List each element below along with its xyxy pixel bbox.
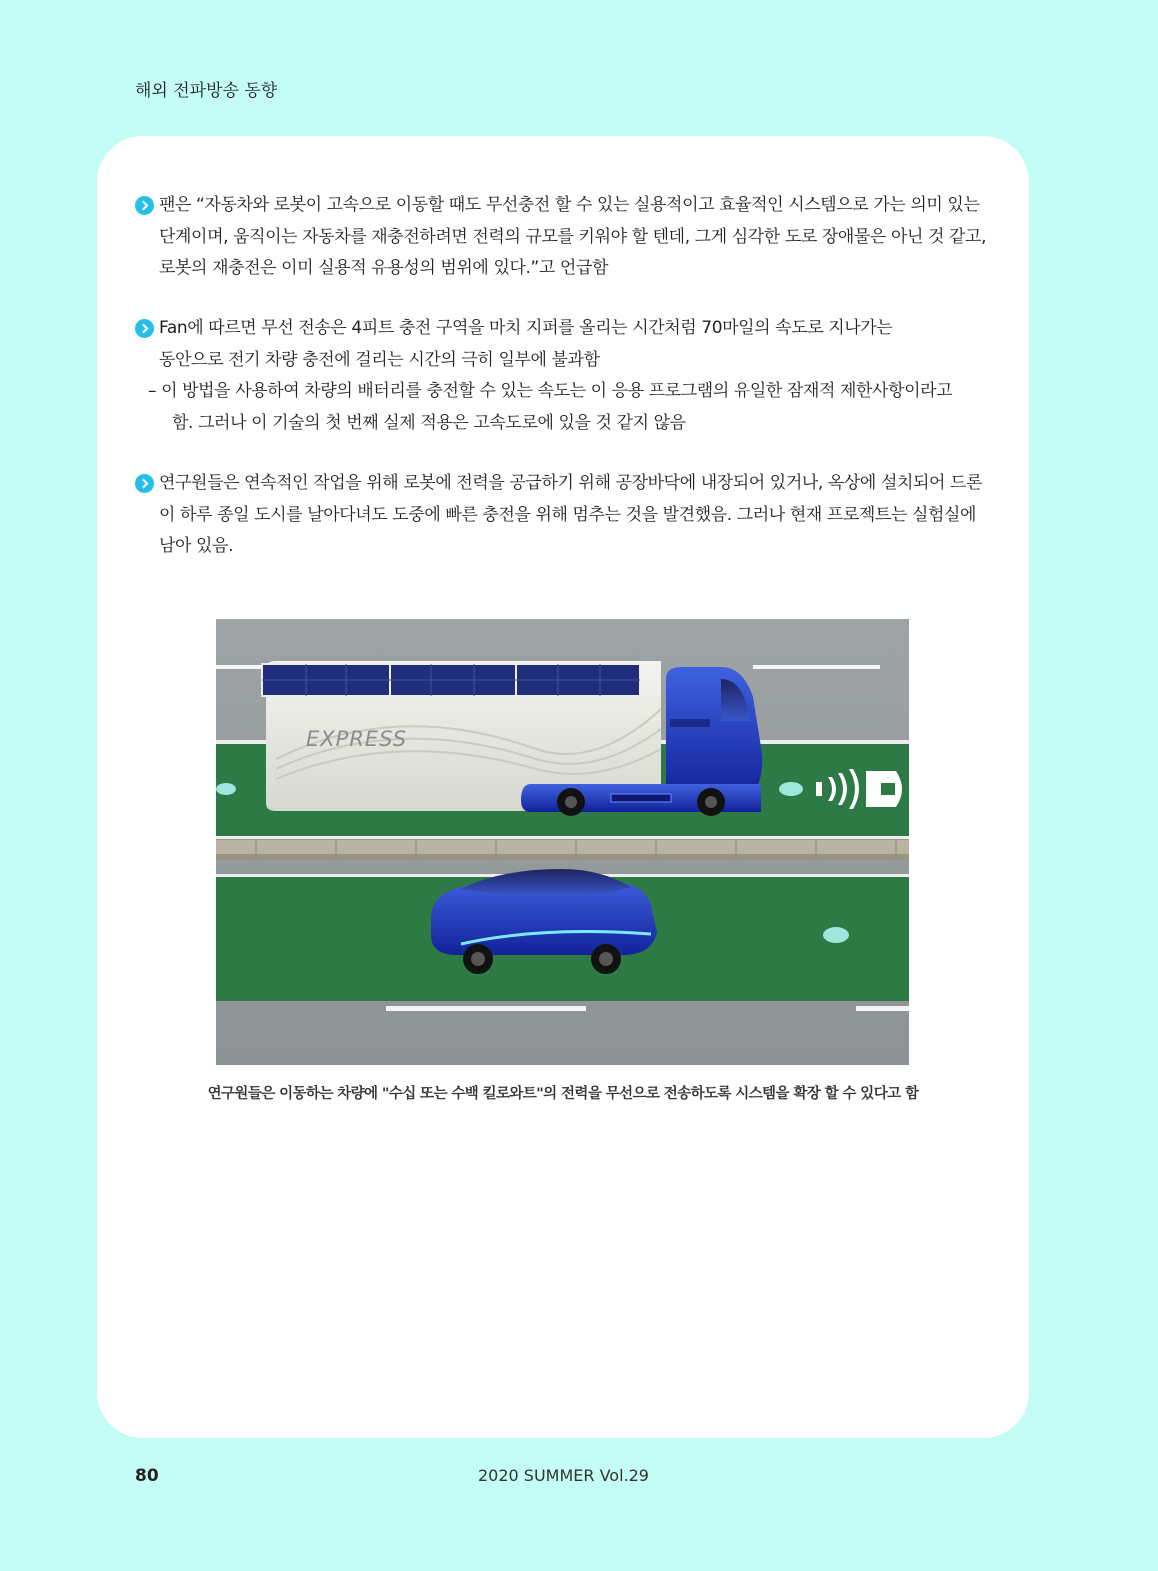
- bullet-line: 단계이며, 움직이는 자동차를 재충전하려면 전력의 규모를 키워야 할 텐데, 그게 심각한 도로 장애물은 아닌 것 같고,: [159, 226, 987, 247]
- sub-note-line: 함. 그러나 이 기술의 첫 번째 실제 적용은 고속도로에 있을 것 같지 않음: [172, 412, 686, 433]
- wireless-charging-road-illustration: [216, 619, 909, 1065]
- bullet-line: 연구원들은 연속적인 작업을 위해 로봇에 전력을 공급하기 위해 공장바닥에 내장되어 있거나, 옥상에 설치되어 드론: [159, 473, 983, 493]
- bullet-line: 팬은 “자동차와 로봇이 고속으로 이동할 때도 무선충전 할 수 있는 실용적이고 효율적인 시스템으로 가는 의미 있는: [159, 195, 980, 215]
- issue-label: 2020 SUMMER Vol.29: [478, 1466, 649, 1485]
- sub-note: [148, 376, 998, 439]
- sub-note-line: – 이 방법을 사용하여 차량의 배터리를 충전할 수 있는 속도는 이 응용 프로그램의 유일한 잠재적 제한사항이라고: [148, 381, 953, 401]
- truck-express-label: EXPRESS: [306, 727, 408, 751]
- bullet-line: Fan에 따르면 무선 전송은 4피트 충전 구역을 마치 지퍼를 올리는 시간처럼 70마일의 속도로 지나가는: [159, 318, 893, 338]
- chevron-right-icon: [135, 319, 154, 338]
- page-number: 80: [135, 1466, 159, 1486]
- figure-caption: 연구원들은 이동하는 차량에 "수십 또는 수백 킬로와트"의 전력을 무선으로 전송하도록 시스템을 확장 할 수 있다고 함: [207, 1086, 919, 1102]
- section-title: 해외 전파방송 동향: [135, 81, 278, 101]
- bullet-item: [135, 313, 995, 376]
- bullet-item: [135, 468, 995, 563]
- bullet-line: 남아 있음.: [159, 536, 234, 556]
- bullet-line: 로봇의 재충전은 이미 실용적 유용성의 범위에 있다.”고 언급함: [159, 258, 608, 278]
- chevron-right-icon: [135, 196, 154, 215]
- bullet-item: [135, 190, 995, 285]
- bullet-line: 동안으로 전기 차량 충전에 걸리는 시간의 극히 일부에 불과함: [159, 349, 600, 370]
- chevron-right-icon: [135, 474, 154, 493]
- bullet-line: 이 하루 종일 도시를 날아다녀도 도중에 빠른 충전을 위해 멈추는 것을 발견했음. 그러나 현재 프로젝트는 실험실에: [159, 504, 977, 525]
